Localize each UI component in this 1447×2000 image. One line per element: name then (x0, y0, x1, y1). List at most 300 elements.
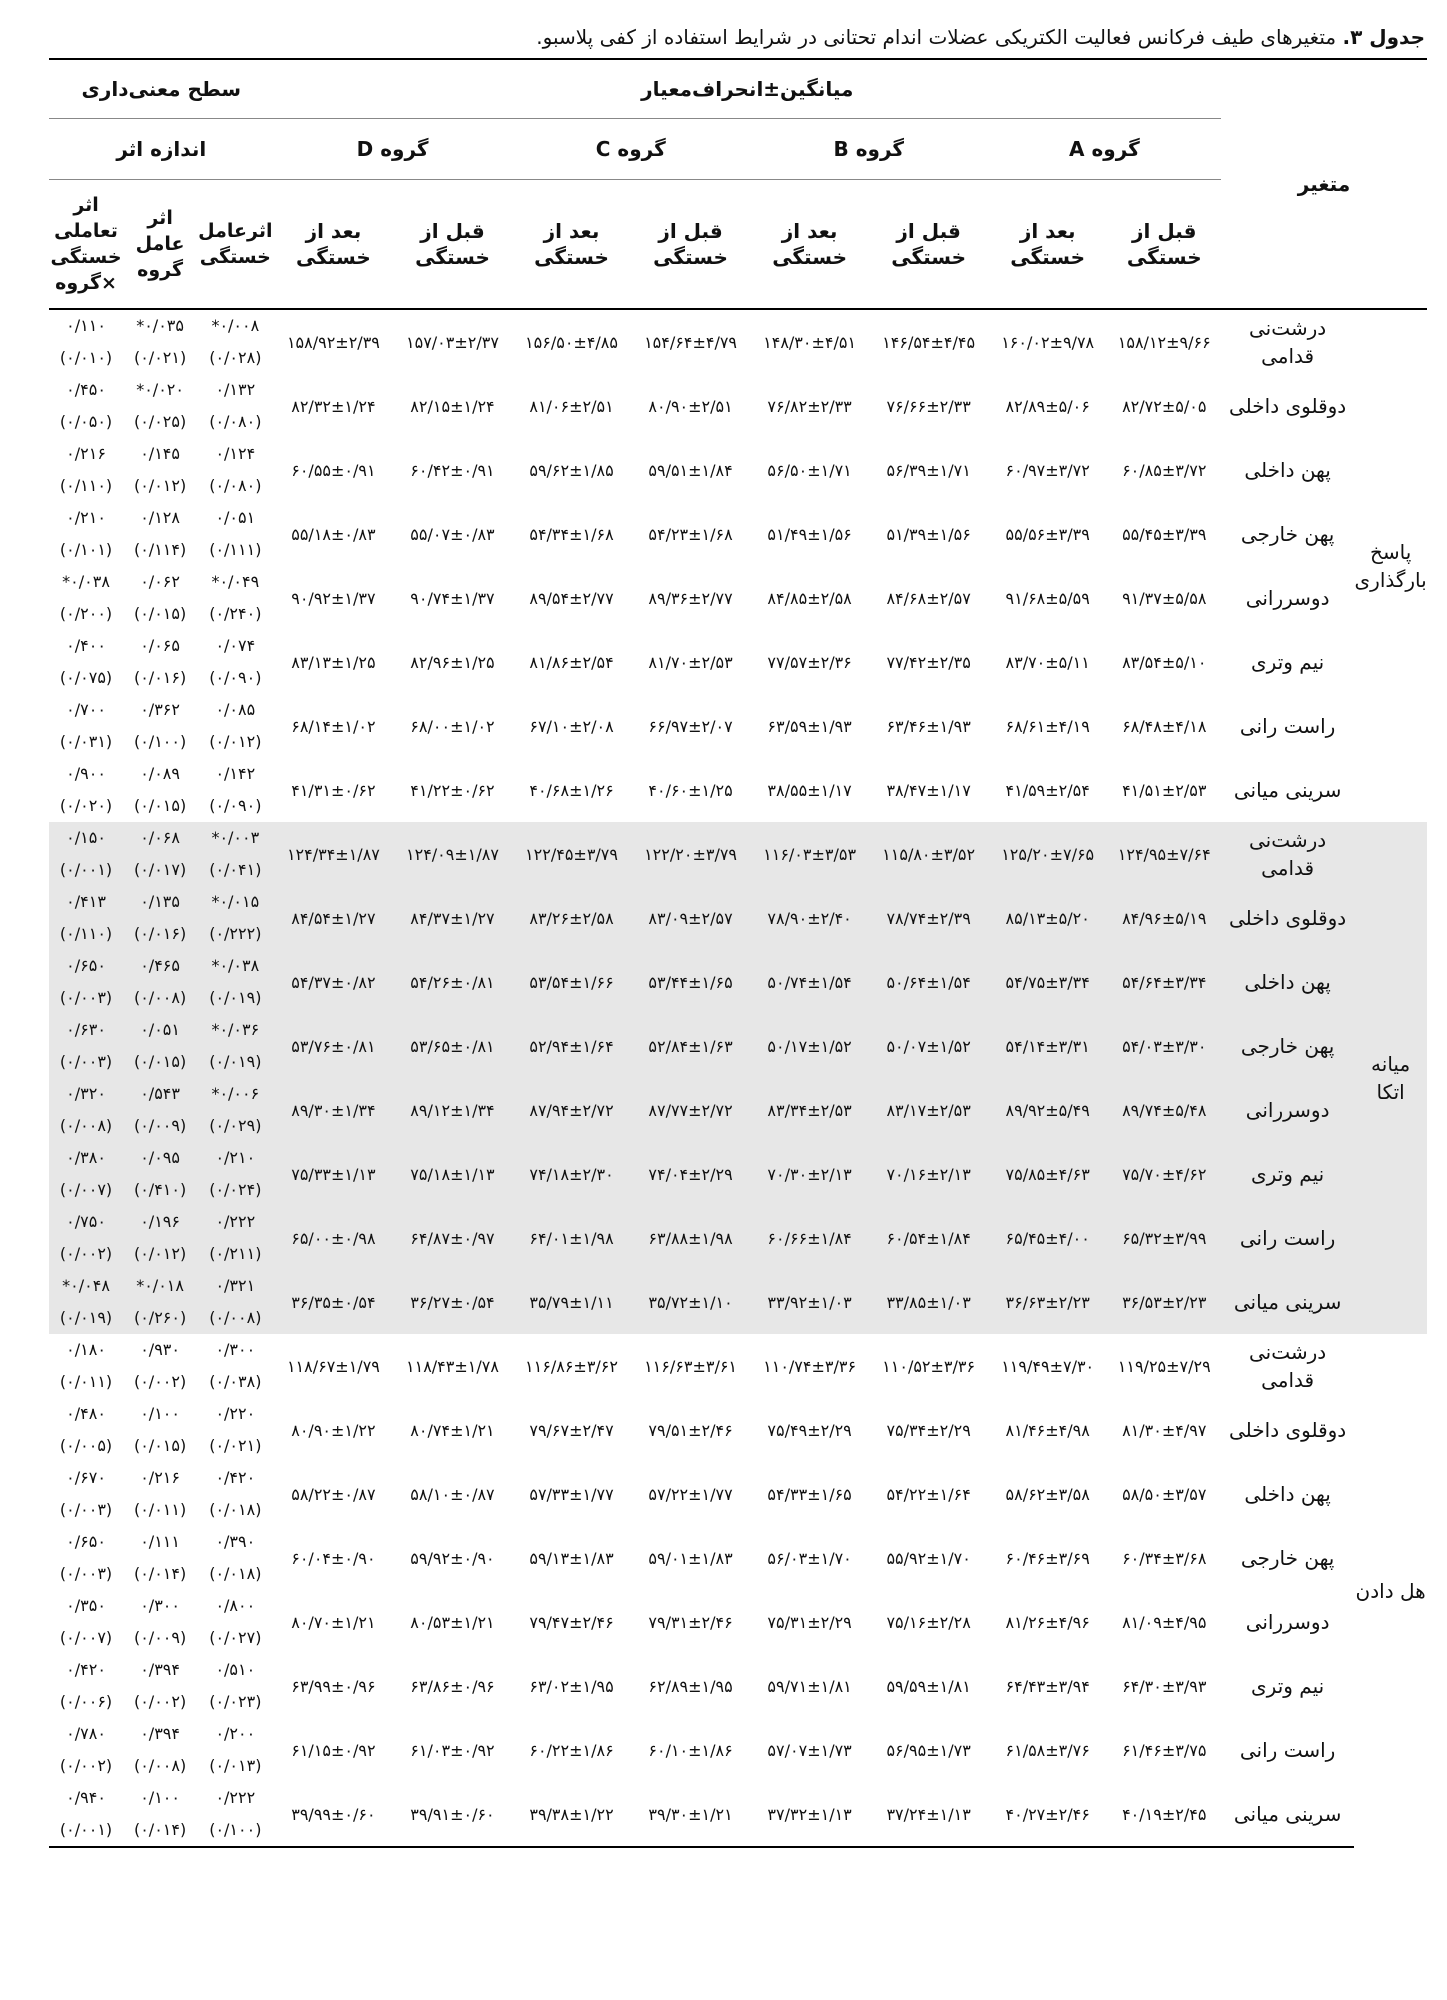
fatigue-p-value: *۰/۰۰۳ (211, 828, 260, 847)
fatigue-effect-size: (۰/۲۱۱) (209, 1244, 262, 1263)
group-p-value: ۰/۱۰۰ (140, 1404, 180, 1423)
fatigue-p-value: *۰/۰۴۹ (211, 572, 260, 591)
interaction-p-value: ۰/۳۸۰ (66, 1148, 106, 1167)
mean-sd-cell: ۳۳/۸۵±۱/۰۳ (869, 1270, 987, 1334)
mean-sd-cell: ۱۶۰/۰۲±۹/۷۸ (1001, 332, 1095, 352)
fatigue-p-value: ۰/۳۲۱ (215, 1276, 256, 1295)
interaction-effect-cell (49, 1334, 123, 1398)
group-effect-cell (123, 758, 197, 822)
interaction-p-value: ۰/۶۷۰ (66, 1468, 106, 1487)
mean-sd-cell: ۳۳/۹۲±۱/۰۳ (750, 1270, 870, 1334)
group-p-value: *۰/۰۲۰ (136, 380, 184, 399)
mean-sd-cell: ۱۲۴/۳۴±۱/۸۷ (274, 822, 394, 886)
interaction-effect-size: (۰/۰۰۱) (59, 860, 113, 879)
mean-sd-cell: ۵۷/۳۳±۱/۷۷ (529, 1484, 614, 1504)
mean-sd-cell: ۶۱/۴۶±۳/۷۵ (1122, 1740, 1207, 1760)
mean-sd-cell: ۸۴/۶۸±۲/۵۷ (886, 588, 971, 608)
fatigue-effect-size: (۰/۰۸۰) (209, 412, 262, 431)
fatigue-effect-cell (197, 758, 273, 822)
fatigue-effect-size: (۰/۰۱۳) (209, 1756, 262, 1775)
mean-sd-cell: ۶۴/۴۳±۳/۹۴ (1005, 1676, 1090, 1696)
muscle-name: راست رانی (1221, 1206, 1354, 1270)
mean-sd-cell: ۵۶/۳۹±۱/۷۱ (886, 460, 971, 480)
interaction-effect-size: (۰/۰۱۱) (59, 1372, 113, 1391)
header-group-d: گروه D (274, 119, 512, 180)
mean-sd-cell: ۱۵۶/۵۰±۴/۸۵ (525, 332, 618, 352)
header-pre-fatigue: قبل از خستگی (393, 180, 511, 310)
interaction-p-value: ۰/۴۱۳ (66, 892, 106, 911)
interaction-effect-size: (۰/۰۲۰) (59, 796, 113, 815)
mean-sd-cell: ۵۴/۳۳±۱/۶۵ (767, 1484, 852, 1504)
fatigue-p-value: ۰/۲۲۲ (215, 1788, 256, 1807)
muscle-name: درشت‌نی قدامی (1249, 1340, 1327, 1392)
section-label: هل دادن (1355, 1578, 1426, 1603)
interaction-effect-size: (۰/۰۷۵) (59, 668, 113, 687)
fatigue-effect-cell (197, 1462, 273, 1526)
mean-sd-cell: ۳۶/۵۳±۲/۲۳ (1108, 1270, 1221, 1334)
interaction-p-value: ۰/۱۵۰ (66, 828, 106, 847)
mean-sd-cell: ۷۹/۵۱±۲/۴۶ (648, 1420, 733, 1440)
interaction-effect-cell (49, 694, 123, 758)
mean-sd-cell: ۵۴/۳۴±۱/۶۸ (529, 524, 614, 544)
mean-sd-cell: ۶۴/۳۰±۳/۹۳ (1122, 1676, 1207, 1696)
group-effect-size: (۰/۰۲۱) (133, 348, 187, 367)
mean-sd-cell: ۴۰/۱۹±۲/۴۵ (1108, 1782, 1221, 1847)
muscle-name: پهن خارجی (1240, 1546, 1335, 1570)
interaction-effect-cell (49, 309, 123, 374)
fatigue-effect-size: (۰/۰۲۴) (209, 1180, 262, 1199)
group-p-value: ۰/۰۹۵ (140, 1148, 180, 1167)
mean-sd-cell: ۶۸/۶۱±۴/۱۹ (1005, 716, 1090, 736)
interaction-effect-size: (۰/۰۰۵) (59, 1436, 113, 1455)
mean-sd-cell: ۴۱/۲۲±۰/۶۲ (410, 780, 495, 800)
table-row (49, 374, 1427, 438)
fatigue-p-value: *۰/۰۳۸ (211, 956, 260, 975)
mean-sd-cell: ۷۹/۳۱±۲/۴۶ (648, 1612, 733, 1632)
group-effect-cell (123, 1590, 197, 1654)
mean-sd-cell: ۹۰/۹۲±۱/۳۷ (291, 588, 376, 608)
table-row (49, 1014, 1427, 1078)
mean-sd-cell: ۸۰/۷۰±۱/۲۱ (291, 1612, 376, 1632)
group-effect-cell (123, 1014, 197, 1078)
interaction-p-value: ۰/۷۰۰ (66, 700, 106, 719)
fatigue-p-value: ۰/۲۲۲ (215, 1212, 256, 1231)
mean-sd-cell: ۱۴۶/۵۴±۴/۴۵ (882, 332, 976, 352)
group-effect-size: (۰/۰۱۷) (133, 860, 187, 879)
fatigue-p-value: ۰/۸۰۰ (215, 1596, 256, 1615)
section-label: میانه اتکا (1354, 822, 1427, 1334)
mean-sd-cell: ۳۹/۹۹±۰/۶۰ (274, 1782, 394, 1847)
mean-sd-cell: ۴۱/۳۱±۰/۶۲ (291, 780, 376, 800)
interaction-effect-cell (49, 1526, 123, 1590)
mean-sd-cell: ۶۰/۰۴±۰/۹۰ (291, 1548, 376, 1568)
mean-sd-cell: ۱۵۸/۱۲±۹/۶۶ (1117, 332, 1211, 352)
mean-sd-cell: ۸۹/۳۰±۱/۳۴ (274, 1078, 394, 1142)
mean-sd-cell: ۴۱/۵۹±۲/۵۴ (1005, 780, 1090, 800)
mean-sd-cell: ۸۳/۵۴±۵/۱۰ (1122, 652, 1207, 672)
interaction-effect-cell (49, 1014, 123, 1078)
mean-sd-cell: ۷۵/۳۱±۲/۲۹ (767, 1612, 852, 1632)
group-effect-size: (۰/۰۱۵) (133, 1052, 187, 1071)
header-significance: سطح معنی‌داری (49, 59, 274, 119)
group-effect-size: (۰/۰۱۵) (133, 604, 187, 623)
group-effect-cell (123, 630, 197, 694)
table-header (49, 59, 1427, 309)
group-effect-size: (۰/۱۱۴) (133, 540, 187, 559)
fatigue-p-value: ۰/۲۰۰ (215, 1724, 256, 1743)
mean-sd-cell: ۶۰/۹۷±۳/۷۲ (1005, 460, 1090, 480)
mean-sd-cell: ۱۵۷/۰۳±۲/۳۷ (406, 332, 499, 352)
mean-sd-cell: ۸۹/۷۴±۵/۴۸ (1108, 1078, 1221, 1142)
mean-sd-cell: ۶۵/۴۵±۴/۰۰ (988, 1206, 1108, 1270)
interaction-effect-cell (49, 886, 123, 950)
mean-sd-cell: ۸۱/۳۰±۴/۹۷ (1122, 1420, 1207, 1440)
mean-sd-cell: ۵۲/۹۴±۱/۶۴ (512, 1014, 632, 1078)
fatigue-p-value: ۰/۰۵۱ (215, 508, 256, 527)
fatigue-effect-cell (197, 1014, 273, 1078)
interaction-effect-cell (49, 1590, 123, 1654)
fatigue-p-value: *۰/۰۳۶ (211, 1020, 260, 1039)
fatigue-effect-size: (۰/۰۲۹) (209, 1116, 262, 1135)
interaction-p-value: ۰/۴۸۰ (66, 1404, 106, 1423)
mean-sd-cell: ۵۱/۳۹±۱/۵۶ (886, 524, 971, 544)
group-effect-cell (123, 566, 197, 630)
table-row (49, 566, 1427, 630)
mean-sd-cell: ۶۴/۸۷±۰/۹۷ (393, 1206, 511, 1270)
mean-sd-cell: ۱۱۵/۸۰±۳/۵۲ (869, 822, 987, 886)
table-row (49, 1270, 1427, 1334)
interaction-effect-size: (۰/۰۰۷) (59, 1628, 113, 1647)
mean-sd-cell: ۵۸/۲۲±۰/۸۷ (291, 1484, 376, 1504)
mean-sd-cell: ۶۷/۱۰±۲/۰۸ (529, 716, 614, 736)
interaction-effect-size: (۰/۰۳۱) (59, 732, 113, 751)
interaction-effect-size: (۰/۰۵۰) (59, 412, 113, 431)
table-row (49, 1206, 1427, 1270)
group-effect-cell (123, 502, 197, 566)
group-p-value: ۰/۲۱۶ (140, 1468, 180, 1487)
fatigue-effect-cell (197, 1142, 273, 1206)
group-effect-cell (123, 1782, 197, 1847)
mean-sd-cell: ۵۵/۴۵±۳/۳۹ (1122, 524, 1207, 544)
group-effect-cell (123, 886, 197, 950)
mean-sd-cell: ۶۲/۸۹±۱/۹۵ (648, 1676, 733, 1696)
mean-sd-cell: ۳۵/۷۲±۱/۱۰ (631, 1270, 749, 1334)
fatigue-p-value: ۰/۲۱۰ (215, 1148, 256, 1167)
group-p-value: ۰/۱۹۶ (140, 1212, 180, 1231)
muscle-name: نیم وتری (1251, 1674, 1325, 1698)
mean-sd-cell: ۸۳/۳۴±۲/۵۳ (750, 1078, 870, 1142)
group-p-value: ۰/۰۶۸ (140, 828, 180, 847)
mean-sd-cell: ۱۱۶/۰۳±۳/۵۳ (750, 822, 870, 886)
fatigue-effect-cell (197, 1590, 273, 1654)
mean-sd-cell: ۶۸/۱۴±۱/۰۲ (291, 716, 376, 736)
table-row (49, 502, 1427, 566)
mean-sd-cell: ۹۱/۶۸±۵/۵۹ (1005, 588, 1090, 608)
interaction-p-value: ۰/۴۲۰ (66, 1660, 106, 1679)
data-table (49, 58, 1427, 1848)
mean-sd-cell: ۸۳/۷۰±۵/۱۱ (1005, 652, 1090, 672)
muscle-name: راست رانی (1239, 1738, 1336, 1762)
group-effect-cell (123, 1462, 197, 1526)
group-effect-cell (123, 309, 197, 374)
fatigue-effect-size: (۰/۰۱۸) (209, 1500, 262, 1519)
table-row (49, 1334, 1427, 1398)
fatigue-effect-cell (197, 1718, 273, 1782)
mean-sd-cell: ۱۱۶/۸۶±۳/۶۲ (525, 1356, 618, 1376)
group-effect-cell (123, 438, 197, 502)
group-p-value: ۰/۴۶۵ (140, 956, 180, 975)
group-effect-size: (۰/۰۰۸) (133, 988, 187, 1007)
mean-sd-cell: ۱۱۶/۶۳±۳/۶۱ (644, 1356, 738, 1376)
mean-sd-cell: ۱۱۹/۲۵±۷/۲۹ (1117, 1356, 1211, 1376)
table-row (49, 1142, 1427, 1206)
group-p-value: ۰/۳۶۲ (140, 700, 180, 719)
interaction-p-value: ۰/۴۵۰ (66, 380, 106, 399)
mean-sd-cell: ۸۹/۵۴±۲/۷۷ (529, 588, 614, 608)
mean-sd-cell: ۷۶/۸۲±۲/۳۳ (767, 396, 852, 416)
fatigue-effect-size: (۰/۰۳۸) (209, 1372, 262, 1391)
group-effect-cell (123, 950, 197, 1014)
interaction-p-value: ۰/۱۸۰ (66, 1340, 106, 1359)
mean-sd-cell: ۸۱/۴۶±۴/۹۸ (1005, 1420, 1090, 1440)
mean-sd-cell: ۱۱۸/۶۷±۱/۷۹ (286, 1356, 380, 1376)
muscle-name: نیم وتری (1251, 650, 1325, 674)
mean-sd-cell: ۸۰/۷۴±۱/۲۱ (410, 1420, 495, 1440)
fatigue-effect-cell (197, 950, 273, 1014)
group-effect-cell (123, 1398, 197, 1462)
fatigue-effect-size: (۰/۰۴۱) (209, 860, 262, 879)
mean-sd-cell: ۳۸/۴۷±۱/۱۷ (886, 780, 971, 800)
mean-sd-cell: ۸۲/۹۶±۱/۲۵ (410, 652, 495, 672)
table-row (49, 886, 1427, 950)
fatigue-effect-size: (۰/۰۱۸) (209, 1564, 262, 1583)
header-pre-fatigue: قبل از خستگی (869, 180, 987, 310)
interaction-effect-cell (49, 630, 123, 694)
group-effect-cell (123, 1078, 197, 1142)
table-row (49, 1526, 1427, 1590)
table-row (49, 1462, 1427, 1526)
group-effect-cell (123, 1206, 197, 1270)
mean-sd-cell: ۵۹/۱۳±۱/۸۳ (529, 1548, 614, 1568)
mean-sd-cell: ۵۰/۷۴±۱/۵۴ (750, 950, 870, 1014)
mean-sd-cell: ۳۶/۳۵±۰/۵۴ (274, 1270, 394, 1334)
muscle-name: دوسررانی (1221, 1078, 1354, 1142)
mean-sd-cell: ۸۳/۱۷±۲/۵۳ (869, 1078, 987, 1142)
group-p-value: ۰/۱۴۵ (140, 444, 180, 463)
fatigue-effect-cell (197, 822, 273, 886)
group-effect-size: (۰/۴۱۰) (133, 1180, 187, 1199)
mean-sd-cell: ۸۱/۷۰±۲/۵۳ (648, 652, 733, 672)
muscle-name: دوقلوی داخلی (1221, 886, 1354, 950)
interaction-effect-cell (49, 758, 123, 822)
mean-sd-cell: ۵۵/۰۷±۰/۸۳ (410, 524, 495, 544)
group-p-value: ۰/۱۳۵ (140, 892, 180, 911)
mean-sd-cell: ۵۴/۲۲±۱/۶۴ (886, 1484, 971, 1504)
interaction-effect-cell (49, 374, 123, 438)
interaction-effect-size: (۰/۰۱۹) (59, 1308, 113, 1327)
mean-sd-cell: ۸۷/۷۷±۲/۷۲ (631, 1078, 749, 1142)
mean-sd-cell: ۵۱/۴۹±۱/۵۶ (767, 524, 852, 544)
header-group-b: گروه B (750, 119, 988, 180)
group-effect-size: (۰/۰۱۴) (133, 1564, 187, 1583)
mean-sd-cell: ۳۷/۳۲±۱/۱۳ (750, 1782, 870, 1847)
mean-sd-cell: ۵۸/۵۰±۳/۵۷ (1122, 1484, 1207, 1504)
fatigue-p-value: ۰/۴۲۰ (215, 1468, 256, 1487)
mean-sd-cell: ۶۰/۵۴±۱/۸۴ (869, 1206, 987, 1270)
mean-sd-cell: ۸۹/۱۲±۱/۳۴ (393, 1078, 511, 1142)
mean-sd-cell: ۵۳/۶۵±۰/۸۱ (393, 1014, 511, 1078)
fatigue-effect-cell (197, 1782, 273, 1847)
header-pre-fatigue: قبل از خستگی (631, 180, 749, 310)
mean-sd-cell: ۱۱۹/۴۹±۷/۳۰ (1001, 1356, 1095, 1376)
interaction-effect-cell (49, 1142, 123, 1206)
fatigue-effect-cell (197, 694, 273, 758)
group-effect-size: (۰/۰۱۵) (133, 1436, 187, 1455)
mean-sd-cell: ۷۵/۳۳±۱/۱۳ (274, 1142, 394, 1206)
mean-sd-cell: ۵۰/۱۷±۱/۵۲ (750, 1014, 870, 1078)
mean-sd-cell: ۹۱/۳۷±۵/۵۸ (1122, 588, 1207, 608)
fatigue-p-value: ۰/۱۳۲ (215, 380, 256, 399)
mean-sd-cell: ۶۵/۰۰±۰/۹۸ (274, 1206, 394, 1270)
muscle-name: پهن داخلی (1244, 1482, 1331, 1506)
mean-sd-cell: ۸۲/۷۲±۵/۰۵ (1122, 396, 1207, 416)
mean-sd-cell: ۸۰/۵۳±۱/۲۱ (410, 1612, 495, 1632)
muscle-name: سرینی میانی (1221, 1270, 1354, 1334)
group-effect-cell (123, 1526, 197, 1590)
interaction-effect-size: (۰/۰۰۲) (59, 1244, 113, 1263)
group-effect-size: (۰/۰۱۶) (133, 924, 187, 943)
mean-sd-cell: ۸۲/۱۵±۱/۲۴ (410, 396, 495, 416)
mean-sd-cell: ۵۵/۱۸±۰/۸۳ (291, 524, 376, 544)
mean-sd-cell: ۸۴/۵۴±۱/۲۷ (274, 886, 394, 950)
mean-sd-cell: ۵۶/۵۰±۱/۷۱ (767, 460, 852, 480)
interaction-effect-cell (49, 1206, 123, 1270)
caption-label: جدول ۳. (1342, 25, 1425, 49)
mean-sd-cell: ۵۵/۹۲±۱/۷۰ (886, 1548, 971, 1568)
fatigue-p-value: ۰/۱۲۴ (215, 444, 256, 463)
interaction-effect-size: (۰/۱۱۰) (59, 476, 113, 495)
group-effect-size: (۰/۰۰۹) (133, 1628, 187, 1647)
interaction-effect-size: (۰/۱۱۰) (59, 924, 113, 943)
mean-sd-cell: ۱۲۴/۰۹±۱/۸۷ (393, 822, 511, 886)
mean-sd-cell: ۱۱۰/۷۴±۳/۳۶ (763, 1356, 857, 1376)
fatigue-effect-size: (۰/۰۹۰) (209, 668, 262, 687)
mean-sd-cell: ۵۷/۲۲±۱/۷۷ (648, 1484, 733, 1504)
mean-sd-cell: ۸۲/۳۲±۱/۲۴ (291, 396, 376, 416)
mean-sd-cell: ۵۹/۶۲±۱/۸۵ (529, 460, 614, 480)
group-effect-cell (123, 694, 197, 758)
mean-sd-cell: ۶۳/۰۲±۱/۹۵ (529, 1676, 614, 1696)
header-group-c: گروه C (512, 119, 750, 180)
mean-sd-cell: ۵۲/۸۴±۱/۶۳ (631, 1014, 749, 1078)
mean-sd-cell: ۷۹/۴۷±۲/۴۶ (529, 1612, 614, 1632)
table-row (49, 822, 1427, 886)
mean-sd-cell: ۷۴/۰۴±۲/۲۹ (631, 1142, 749, 1206)
mean-sd-cell: ۳۶/۲۷±۰/۵۴ (393, 1270, 511, 1334)
mean-sd-cell: ۵۴/۲۳±۱/۶۸ (648, 524, 733, 544)
fatigue-effect-size: (۰/۰۲۳) (209, 1692, 262, 1711)
mean-sd-cell: ۱۱۰/۵۲±۳/۳۶ (882, 1356, 976, 1376)
mean-sd-cell: ۱۱۸/۴۳±۱/۷۸ (406, 1356, 499, 1376)
interaction-p-value: ۰/۶۵۰ (66, 956, 106, 975)
mean-sd-cell: ۶۳/۸۶±۰/۹۶ (410, 1676, 495, 1696)
header-fatigue-effect: اثرعامل خستگی (197, 180, 273, 310)
header-post-fatigue: بعد از خستگی (512, 180, 632, 310)
mean-sd-cell: ۵۴/۳۷±۰/۸۲ (274, 950, 394, 1014)
table-row (49, 1590, 1427, 1654)
fatigue-effect-cell (197, 630, 273, 694)
mean-sd-cell: ۵۸/۱۰±۰/۸۷ (410, 1484, 495, 1504)
header-effect-size: اندازه اثر (49, 119, 274, 180)
group-p-value: ۰/۵۴۳ (140, 1084, 180, 1103)
group-p-value: ۰/۳۰۰ (140, 1596, 180, 1615)
group-effect-size: (۰/۲۶۰) (133, 1308, 187, 1327)
fatigue-p-value: ۰/۲۲۰ (215, 1404, 256, 1423)
interaction-p-value: ۰/۴۰۰ (66, 636, 106, 655)
table-row (49, 630, 1427, 694)
mean-sd-cell: ۷۵/۱۸±۱/۱۳ (393, 1142, 511, 1206)
fatigue-effect-cell (197, 438, 273, 502)
mean-sd-cell: ۵۴/۷۵±۳/۳۴ (988, 950, 1108, 1014)
table-row (49, 950, 1427, 1014)
fatigue-effect-cell (197, 1334, 273, 1398)
fatigue-p-value: *۰/۰۱۵ (211, 892, 260, 911)
interaction-effect-cell (49, 1398, 123, 1462)
muscle-name: پهن خارجی (1240, 522, 1335, 546)
header-group-effect: اثر عامل گروه (123, 180, 197, 310)
mean-sd-cell: ۵۹/۷۱±۱/۸۱ (767, 1676, 852, 1696)
interaction-effect-cell (49, 1718, 123, 1782)
header-post-fatigue: بعد از خستگی (750, 180, 870, 310)
mean-sd-cell: ۵۶/۹۵±۱/۷۳ (886, 1740, 971, 1760)
interaction-p-value: *۰/۰۳۸ (62, 572, 110, 591)
interaction-effect-cell (49, 950, 123, 1014)
mean-sd-cell: ۶۳/۸۸±۱/۹۸ (631, 1206, 749, 1270)
interaction-effect-cell (49, 1782, 123, 1847)
mean-sd-cell: ۸۳/۰۹±۲/۵۷ (631, 886, 749, 950)
mean-sd-cell: ۵۰/۰۷±۱/۵۲ (869, 1014, 987, 1078)
mean-sd-cell: ۴۰/۶۰±۱/۲۵ (648, 780, 733, 800)
fatigue-effect-size: (۰/۰۲۸) (209, 348, 262, 367)
muscle-name: پهن داخلی (1244, 458, 1331, 482)
group-effect-cell (123, 374, 197, 438)
muscle-name: نیم وتری (1221, 1142, 1354, 1206)
mean-sd-cell: ۳۸/۵۵±۱/۱۷ (767, 780, 852, 800)
interaction-effect-cell (49, 566, 123, 630)
mean-sd-cell: ۷۹/۶۷±۲/۴۷ (529, 1420, 614, 1440)
muscle-name: درشت‌نی قدامی (1221, 822, 1354, 886)
fatigue-p-value: ۰/۱۴۲ (215, 764, 256, 783)
interaction-effect-cell (49, 822, 123, 886)
mean-sd-cell: ۷۷/۴۲±۲/۳۵ (886, 652, 971, 672)
mean-sd-cell: ۵۴/۶۴±۳/۳۴ (1108, 950, 1221, 1014)
muscle-name: راست رانی (1239, 714, 1336, 738)
fatigue-p-value: *۰/۰۰۸ (211, 316, 260, 335)
table-row (49, 309, 1427, 374)
fatigue-effect-size: (۰/۱۱۱) (209, 540, 262, 559)
interaction-p-value: ۰/۱۱۰ (66, 316, 106, 335)
mean-sd-cell: ۳۹/۹۱±۰/۶۰ (393, 1782, 511, 1847)
mean-sd-cell: ۶۸/۴۸±۴/۱۸ (1122, 716, 1207, 736)
mean-sd-cell: ۸۱/۰۹±۴/۹۵ (1122, 1612, 1207, 1632)
fatigue-p-value: ۰/۳۰۰ (215, 1340, 256, 1359)
mean-sd-cell: ۸۴/۳۷±۱/۲۷ (393, 886, 511, 950)
mean-sd-cell: ۶۱/۰۳±۰/۹۲ (410, 1740, 495, 1760)
interaction-effect-cell (49, 1078, 123, 1142)
mean-sd-cell: ۶۱/۵۸±۳/۷۶ (1005, 1740, 1090, 1760)
interaction-p-value: ۰/۷۸۰ (66, 1724, 106, 1743)
mean-sd-cell: ۵۳/۷۶±۰/۸۱ (274, 1014, 394, 1078)
